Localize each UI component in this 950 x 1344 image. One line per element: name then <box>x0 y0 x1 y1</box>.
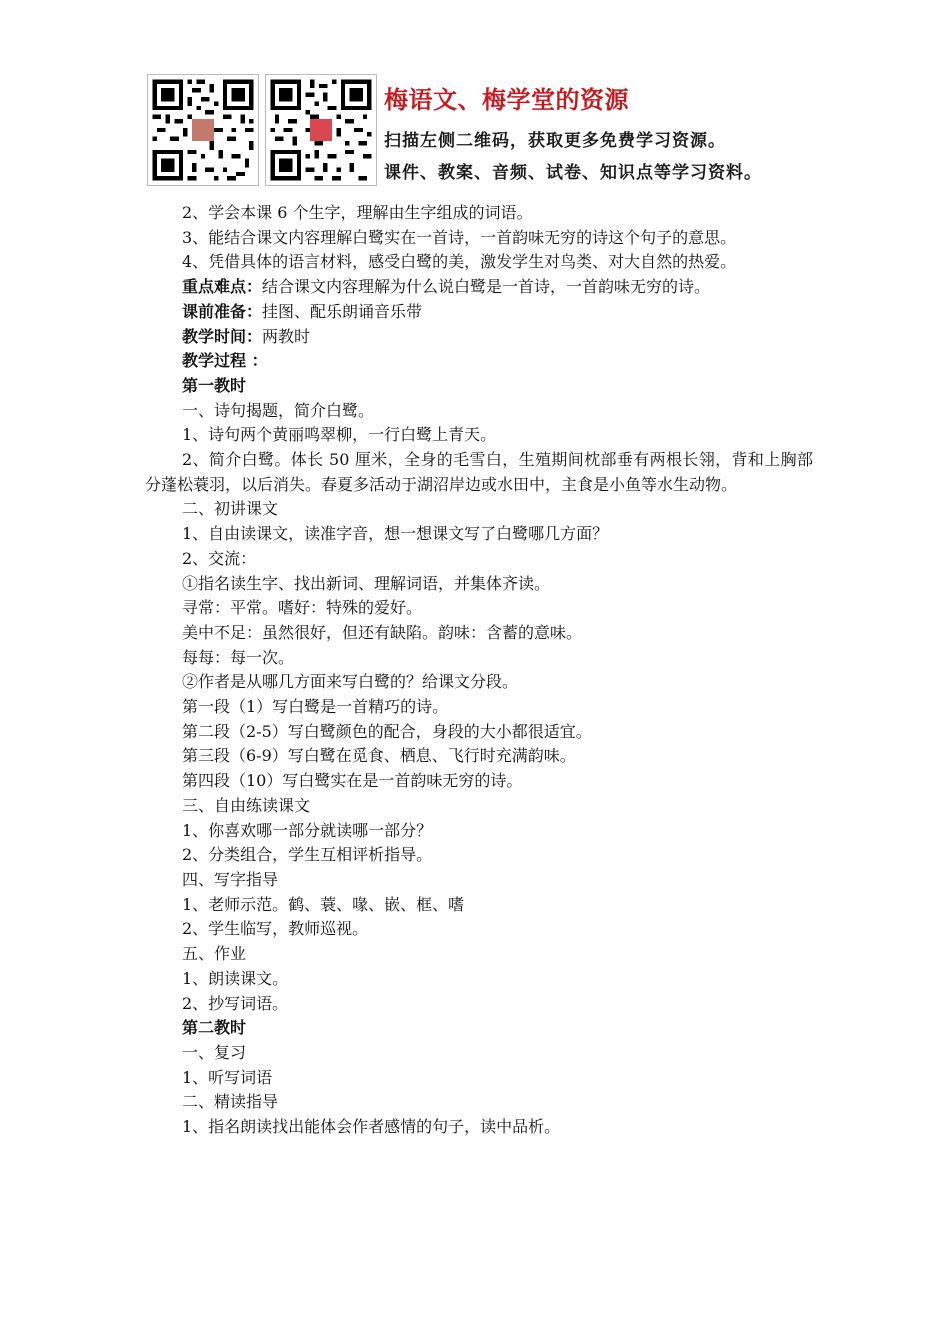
list-item: 1、自由读课文，读准字音，想一想课文写了白鹭哪几方面？ <box>182 524 609 544</box>
list-item: ①指名读生字、找出新词、理解词语，并集体齐读。 <box>182 573 551 593</box>
section-heading: 一、诗句揭题，简介白鹭。 <box>182 400 375 420</box>
teaching-time-label: 教学时间： <box>182 326 263 346</box>
section-heading: 三、自由练读课文 <box>182 795 311 815</box>
list-item: 2、学生临写，教师巡视。 <box>182 919 369 939</box>
banner-scan-hint: 扫描左侧二维码，获取更多免费学习资源。 <box>384 131 726 151</box>
qr-code-icon[interactable] <box>265 74 377 186</box>
section-heading: 二、精读指导 <box>182 1092 279 1112</box>
teaching-time-text: 两教时 <box>262 326 311 346</box>
banner-resource-list: 课件、教案、音频、试卷、知识点等学习资料。 <box>384 163 762 183</box>
lesson-1-heading: 第一教时 <box>182 375 247 395</box>
section-heading: 四、写字指导 <box>182 869 279 889</box>
list-item: 2、简介白鹭。体长 50 厘米，全身的毛雪白，生殖期间枕部垂有两根长翎，背和上胸部分蓬松蓑羽，以后消失。春夏多活动于湖沼岸边或水田中，主食是小鱼等水生动物。 <box>145 450 813 494</box>
objective-3: 3、能结合课文内容理解白鹭实在一首诗，一首韵味无穷的诗这个句子的意思。 <box>182 227 737 247</box>
key-difficulty-label: 重点难点： <box>182 277 263 297</box>
qr-code-icon[interactable] <box>147 74 259 186</box>
lesson-plan-body <box>145 201 813 1140</box>
list-item: 寻常：平常。嗜好：特殊的爱好。 <box>182 598 423 618</box>
list-item: 1、诗句两个黄丽鸣翠柳，一行白鹭上青天。 <box>182 425 497 445</box>
objective-2: 2、学会本课 6 个生字，理解由生字组成的词语。 <box>182 203 533 222</box>
lesson-2-heading: 第二教时 <box>182 1018 247 1038</box>
section-heading: 二、初讲课文 <box>182 499 279 519</box>
key-difficulty <box>145 275 813 300</box>
list-item: 第二段（2-5）写白鹭颜色的配合，身段的大小都很适宜。 <box>182 721 592 741</box>
preparation <box>145 300 813 325</box>
list-item: 2、抄写词语。 <box>182 993 289 1013</box>
banner-title: 梅语文、梅学堂的资源 <box>384 86 629 114</box>
section-heading: 五、作业 <box>182 944 247 964</box>
preparation-label: 课前准备： <box>182 301 263 321</box>
list-item: 美中不足：虽然很好，但还有缺陷。韵味：含蓄的意味。 <box>182 622 583 642</box>
objective-4: 4、凭借具体的语言材料，感受白鹭的美，激发学生对鸟类、对大自然的热爱。 <box>182 252 737 272</box>
process-heading: 教学过程 ： <box>182 351 268 371</box>
list-item: 第一段（1）写白鹭是一首精巧的诗。 <box>182 697 449 717</box>
list-item: 每每：每一次。 <box>182 647 295 667</box>
section-heading: 一、复习 <box>182 1042 247 1062</box>
list-item: 1、指名朗读找出能体会作者感情的句子，读中品析。 <box>182 1117 561 1137</box>
list-item: 1、你喜欢哪一部分就读哪一部分？ <box>182 820 433 840</box>
teaching-time <box>145 325 813 350</box>
list-item: 1、老师示范。鹤、蓑、喙、嵌、框、嗜 <box>182 894 465 914</box>
list-item: 第四段（10）写白鹭实在是一首韵味无穷的诗。 <box>182 771 523 791</box>
list-item: 第三段（6-9）写白鹭在觅食、栖息、飞行时充满韵味。 <box>182 746 576 766</box>
list-item: ②作者是从哪几方面来写白鹭的？给课文分段。 <box>182 672 519 692</box>
key-difficulty-text: 结合课文内容理解为什么说白鹭是一首诗，一首韵味无穷的诗。 <box>262 277 711 297</box>
list-item: 1、听写词语 <box>182 1067 273 1087</box>
list-item: 1、朗读课文。 <box>182 968 289 988</box>
preparation-text: 挂图、配乐朗诵音乐带 <box>262 301 423 321</box>
list-item: 2、分类组合，学生互相评析指导。 <box>182 845 433 865</box>
resource-banner <box>147 74 827 188</box>
list-item: 2、交流： <box>182 548 257 568</box>
